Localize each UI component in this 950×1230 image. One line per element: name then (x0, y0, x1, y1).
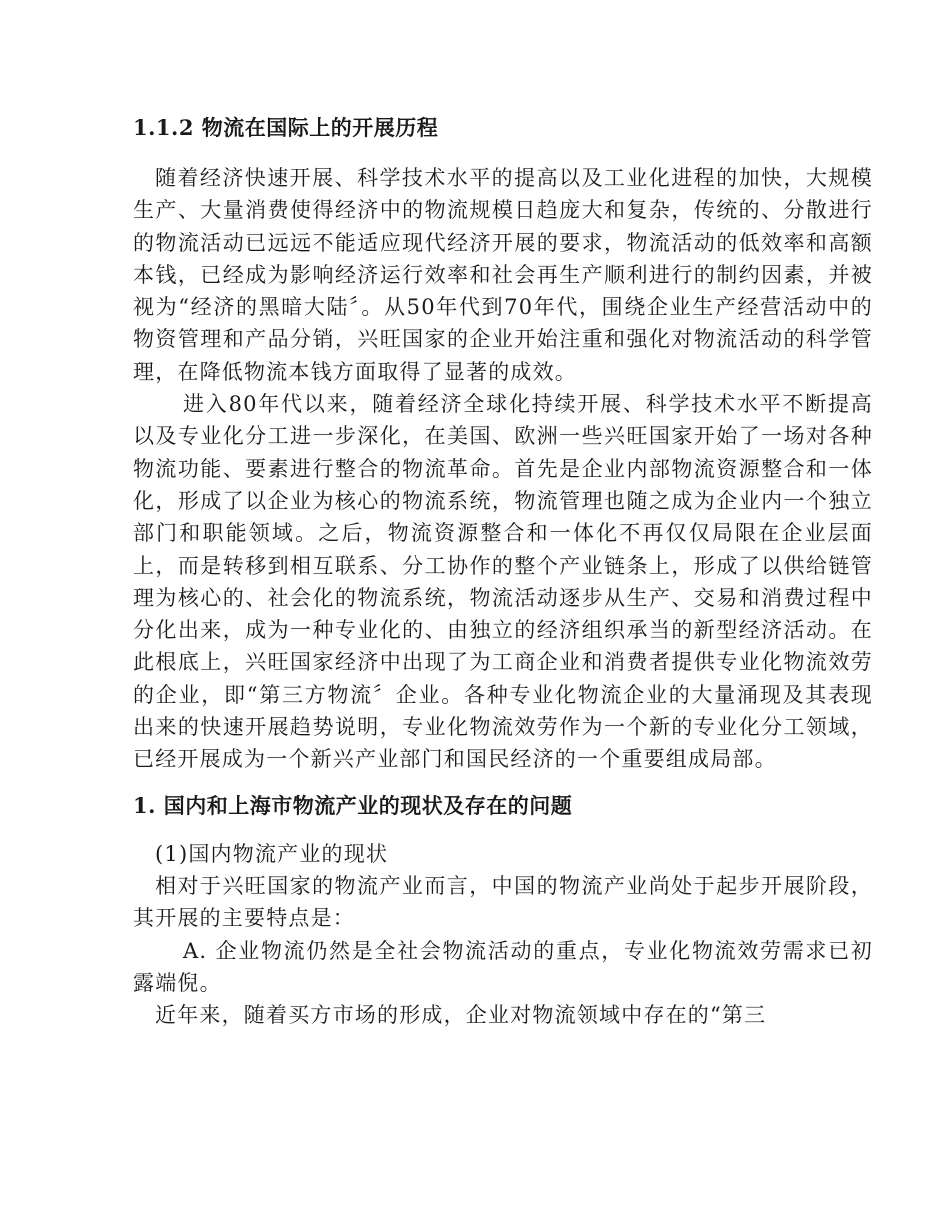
section-heading-1: 1. 国内和上海市物流产业的现状及存在的问题 (133, 792, 573, 818)
paragraph-history-1: 随着经济快速开展、科学技术水平的提高以及工业化进程的加快，大规模生产、大量消费使得经济中的物流规模日趋庞大和复杂，传统的、分散进行的物流活动已远远不能适应现代经济开展的要求，物流活动的低效率和高额本钱，已经成为影响经济运行效率和社会再生产顺利进行的制约因素，并被视为“经济的黑暗大陆〞。从50年代到70年代，围绕企业生产经营活动中的物资管理和产品分销，兴旺国家的企业开始注重和强化对物流活动的科学管理，在降低物流本钱方面取得了显著的成效。 (133, 166, 873, 384)
paragraph-domestic-2: 近年来，随着买方市场的形成，企业对物流领域中存在的“第三 (155, 1003, 767, 1028)
paragraph-history-2: 进入80年代以来，随着经济全球化持续开展、科学技术水平不断提高以及专业化分工进一步深化，在美国、欧洲一些兴旺国家开始了一场对各种物流功能、要素进行整合的物流革命。首先是企业内部物流资源整合和一体化，形成了以企业为核心的物流系统，物流管理也随之成为企业内一个独立部门和职能领域。之后，物流资源整合和一体化不再仅仅局限在企业层面上，而是转移到相互联系、分工协作的整个产业链条上，形成了以供给链管理为核心的、社会化的物流系统，物流活动逐步从生产、交易和消费过程中分化出来，成为一种专业化的、由独立的经济组织承当的新型经济活动。在此根底上，兴旺国家经济中出现了为工商企业和消费者提供专业化物流效劳的企业，即“第三方物流〞企业。各种专业化物流企业的大量涌现及其表现出来的快速开展趋势说明，专业化物流效劳作为一个新的专业化分工领域，已经开展成为一个新兴产业部门和国民经济的一个重要组成局部。 (133, 392, 873, 772)
subheading-domestic-status: (1)国内物流产业的现状 (155, 841, 389, 866)
document-body (133, 112, 873, 1031)
point-a: A. 企业物流仍然是全社会物流活动的重点，专业化物流效劳需求已初露端倪。 (133, 938, 873, 995)
paragraph-domestic-1: 相对于兴旺国家的物流产业而言，中国的物流产业尚处于起步开展阶段，其开展的主要特点是： (133, 873, 873, 931)
section-heading-1-1-2: 1.1.2 物流在国际上的开展历程 (133, 115, 439, 140)
